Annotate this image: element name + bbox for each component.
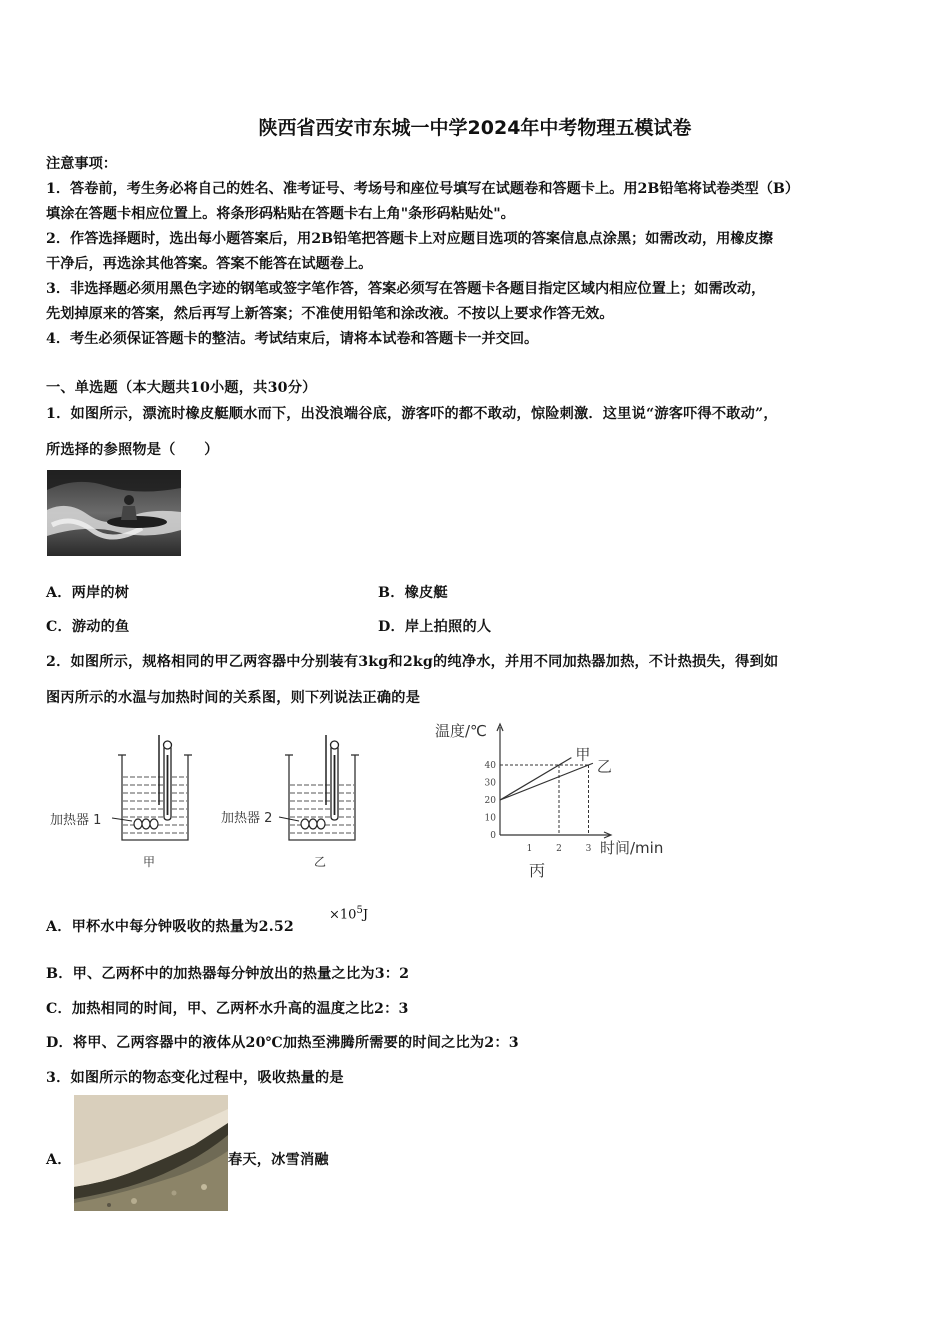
y-tick-label: 30 [484, 778, 496, 789]
q2-option-a[interactable] [46, 916, 294, 936]
q2-option-a-exponent: $\times 10^5J$ [329, 905, 369, 923]
y-tick-label: 10 [484, 813, 496, 824]
beaker-jia-figure [46, 735, 196, 875]
temperature-time-chart [425, 715, 685, 885]
notice-heading: 注意事项： [46, 156, 117, 172]
chart-caption: 丙 [529, 861, 546, 880]
heater2-label: 加热器 2 [221, 811, 273, 826]
notice-line: 2．作答选择题时，选出每小题答案后，用2B铅笔把答题卡上对应题目选项的答案信息点涂黑；如需改动，用橡皮擦 [46, 231, 773, 247]
beaker-jia-caption: 甲 [143, 855, 156, 869]
y-axis-label: 温度/℃ [435, 722, 487, 740]
melting-snow-photo [74, 1095, 228, 1211]
y-tick-label: 40 [484, 761, 496, 771]
y-tick-label: 20 [484, 796, 496, 806]
heater1-label: 加热器 1 [50, 813, 102, 828]
q3-option-a-label[interactable]: A． [46, 1152, 72, 1168]
x-tick-label: 2 [556, 844, 562, 854]
y-tick-label: 0 [490, 831, 496, 841]
series-label-jia: 甲 [575, 745, 591, 764]
q3-stem: 3．如图所示的物态变化过程中，吸收热量的是 [46, 1070, 344, 1086]
q2-stem: 图丙所示的水温与加热时间的关系图，则下列说法正确的是 [46, 690, 421, 706]
q2-option-b[interactable]: B．甲、乙两杯中的加热器每分钟放出的热量之比为3：2 [46, 966, 410, 982]
series-line-yi [500, 763, 593, 800]
rafting-photo [47, 470, 181, 556]
q1-stem: 所选择的参照物是（ ） [46, 442, 219, 458]
page-title: 陕西省西安市东城一中学2024年中考物理五模试卷 [258, 117, 692, 139]
notice-line: 填涂在答题卡相应位置上。将条形码粘贴在答题卡右上角"条形码粘贴处"。 [46, 206, 515, 222]
q1-option-a[interactable]: A．两岸的树 [46, 585, 130, 601]
series-line-jia [500, 758, 571, 800]
beaker-yi-figure [215, 735, 365, 875]
q1-stem: 1．如图所示，漂流时橡皮艇顺水而下，出没浪端谷底，游客吓的都不敢动，惊险刺激．这里说“游客吓得不敢动”， [46, 406, 778, 422]
notice-line: 4．考生必须保证答题卡的整洁。考试结束后，请将本试卷和答题卡一并交回。 [46, 331, 539, 347]
section-heading: 一、单选题（本大题共10小题，共30分） [46, 380, 317, 396]
q2-stem: 2．如图所示，规格相同的甲乙两容器中分别装有3kg和2kg的纯净水，并用不同加热器加热，不计热损失，得到如 [46, 654, 779, 670]
q1-option-c[interactable]: C．游动的鱼 [46, 619, 130, 635]
q2-option-d[interactable]: D．将甲、乙两容器中的液体从20℃加热至沸腾所需要的时间之比为2：3 [46, 1035, 519, 1051]
notice-line: 先划掉原来的答案，然后再写上新答案；不准使用铅笔和涂改液。不按以上要求作答无效。 [46, 306, 614, 322]
x-axis-label: 时间/min [600, 839, 664, 857]
notice-line: 干净后，再选涂其他答案。答案不能答在试题卷上。 [46, 256, 373, 272]
series-label-yi: 乙 [596, 757, 612, 776]
x-tick-label: 3 [585, 844, 592, 854]
x-tick-label: 1 [526, 844, 533, 854]
notice-line: 1．答卷前，考生务必将自己的姓名、准考证号、考场号和座位号填写在试题卷和答题卡上。用2B铅笔将试卷类型（B） [46, 181, 800, 197]
notice-line: 3．非选择题必须用黑色字迹的钢笔或签字笔作答，答案必须写在答题卡各题目指定区域内相应位置上；如需改动， [46, 281, 766, 297]
q1-option-d[interactable]: D．岸上拍照的人 [378, 619, 492, 635]
q2-option-a-text: A．甲杯水中每分钟吸收的热量为2.52 [46, 919, 294, 935]
q1-option-b[interactable]: B．橡皮艇 [378, 585, 448, 601]
q2-option-c[interactable]: C．加热相同的时间，甲、乙两杯水升高的温度之比2：3 [46, 1001, 409, 1017]
q3-option-a-text[interactable]: 春天，冰雪消融 [228, 1152, 329, 1168]
beaker-yi-caption: 乙 [314, 855, 327, 869]
